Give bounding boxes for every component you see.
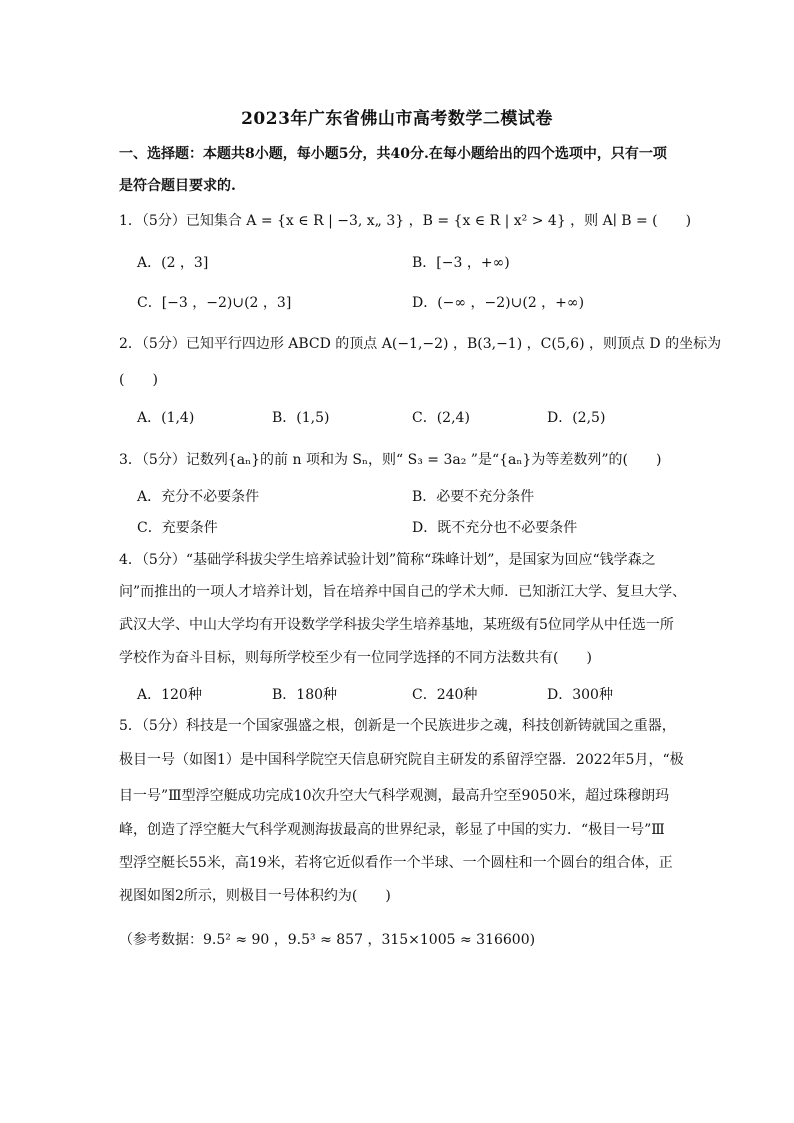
q3-option-d: D．既不充分也不必要条件 xyxy=(412,520,578,536)
q5-stem-line1: 5．（5分）科技是一个国家强盛之根，创新是一个民族进步之魂，科技创新铸就国之重器， xyxy=(119,718,676,734)
q4-option-d: D．300种 xyxy=(547,687,613,703)
q3-option-c: C．充要条件 xyxy=(137,520,218,536)
q4-stem-line3: 武汉大学、中山大学均有开设数学学科拔尖学生培养基地，某班级有5位同学从中任选一所 xyxy=(119,617,674,633)
q4-stem-line4: 学校作为奋斗目标，则每所学校至少有一位同学选择的不同方法数共有( ) xyxy=(119,650,592,666)
q5-stem-line5: 型浮空艇长55米，高19米，若将它近似看作一个半球、一个圆柱和一个圆台的组合体，正 xyxy=(119,855,673,871)
q1-option-c: C．[−3 ，−2)∪(2 ，3] xyxy=(137,295,292,311)
q4-stem-line2: 问”而推出的一项人才培养计划，旨在培养中国自己的学术大师．已知浙江大学、复旦大学、 xyxy=(119,584,687,600)
exam-title: 2023年广东省佛山市高考数学二模试卷 xyxy=(241,109,553,129)
q5-stem-line6: 视图如图2所示，则极目一号体积约为( ) xyxy=(119,888,391,904)
section-instructions-line2: 是符合题目要求的. xyxy=(119,178,236,194)
q5-stem-line2: 极目一号（如图1）是中国科学院空天信息研究院自主研发的系留浮空器．2022年5月，“极 xyxy=(119,752,684,768)
q4-option-a: A．120种 xyxy=(137,687,202,703)
q2-stem-line2: ( ) xyxy=(119,372,158,388)
q4-option-c: C．240种 xyxy=(412,687,478,703)
q2-option-c: C．(2,4) xyxy=(412,410,470,426)
q4-option-b: B．180种 xyxy=(272,687,338,703)
q2-option-a: A．(1,4) xyxy=(137,410,195,426)
q2-stem-line1: 2．（5分）已知平行四边形 ABCD 的顶点 A(−1,−2) ，B(3,−1) ，C(5,6) ，则顶点 D 的坐标为 xyxy=(119,336,722,352)
q1-option-d: D．(−∞ ，−2)∪(2 ，+∞) xyxy=(412,295,585,311)
q5-stem-line4: 峰，创造了浮空艇大气科学观测海拔最高的世界纪录，彰显了中国的实力．“极目一号”Ⅲ xyxy=(119,822,665,838)
q1-option-a: A．(2 ，3] xyxy=(137,255,209,271)
q1-stem: 1．（5分）已知集合 A = {x ∈ R | −3, x„ 3} ，B = {x ∈ R | x² > 4} ，则 A∣ B = ( ) xyxy=(119,213,692,229)
q3-option-b: B．必要不充分条件 xyxy=(412,489,535,505)
q1-option-b: B．[−3 ，+∞) xyxy=(412,255,510,271)
q2-option-b: B．(1,5) xyxy=(272,410,330,426)
q2-option-d: D．(2,5) xyxy=(547,410,606,426)
q4-stem-line1: 4．（5分）“基础学科拔尖学生培养试验计划”简称“珠峰计划”，是国家为回应“钱学森之 xyxy=(119,552,656,568)
q5-reference-data: （参考数据：9.5² ≈ 90 ，9.5³ ≈ 857 ，315×1005 ≈ 316600) xyxy=(119,932,536,948)
q3-option-a: A．充分不必要条件 xyxy=(137,489,260,505)
q5-stem-line3: 目一号”Ⅲ型浮空艇成功完成10次升空大气科学观测，最高升空至9050米，超过珠穆朗玛 xyxy=(119,788,670,804)
q3-stem: 3．（5分）记数列{aₙ}的前 n 项和为 Sₙ，则“ S₃ = 3a₂ ”是“{aₙ}为等差数列”的( ) xyxy=(119,452,662,468)
section-instructions-line1: 一、选择题：本题共8小题，每小题5分，共40分.在每小题给出的四个选项中，只有一项 xyxy=(119,146,667,162)
